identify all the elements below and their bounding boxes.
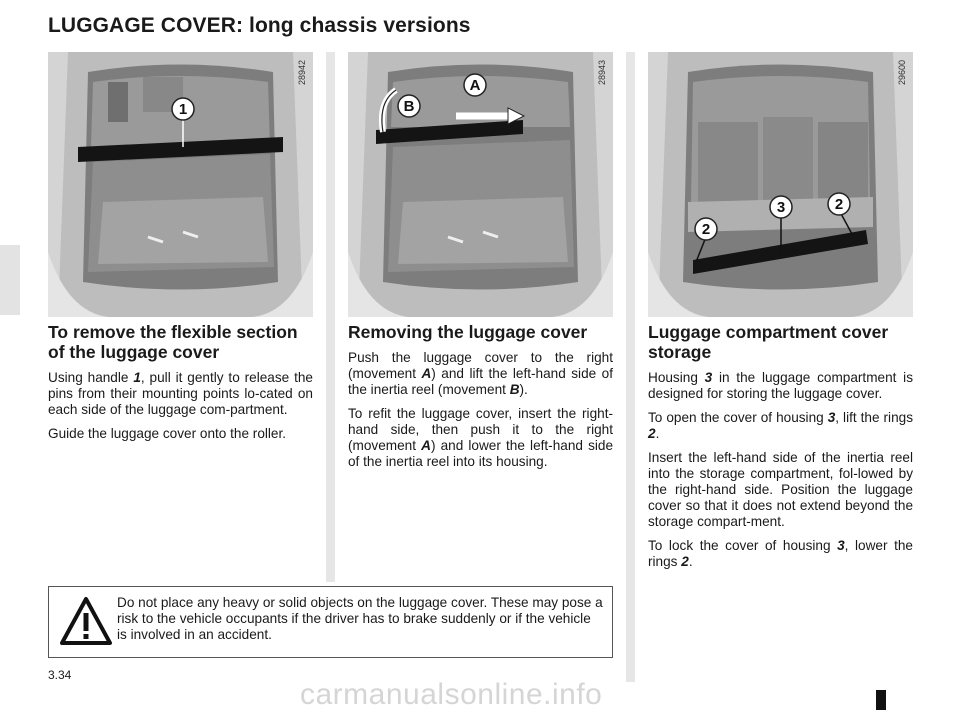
paragraph: To open the cover of housing 3, lift the rings 2. (648, 410, 913, 441)
paragraph: Housing 3 in the luggage compartment is designed for storing the luggage cover. (648, 370, 913, 401)
paragraph: To refit the luggage cover, insert the right-hand side, then push it to the right (movement A) and lower the left-hand side of the inertia reel into its housing. (348, 406, 614, 469)
section-heading: Removing the luggage cover (348, 322, 588, 342)
section-remove-flexible (48, 322, 313, 450)
warning-box (48, 586, 613, 658)
column-separator-1 (326, 52, 335, 582)
paragraph: Push the luggage cover to the right (movement A) and lift the left-hand side of the inertia reel (movement B). (348, 350, 613, 397)
section-removing (348, 322, 613, 478)
corner-mark (876, 690, 886, 710)
page-title: LUGGAGE COVER: long chassis versions (48, 14, 471, 37)
photo-3-label-2-left: 2 (701, 221, 711, 238)
paragraph: Guide the luggage cover onto the roller. (48, 426, 287, 441)
watermark: carmanualsonline.info (300, 678, 603, 711)
column-separator-2 (626, 52, 635, 682)
section-storage (648, 322, 913, 578)
photo-1-label-1: 1 (178, 101, 188, 118)
warning-text: Do not place any heavy or solid objects on the luggage cover. These may pose a risk to the vehicle occupants if the driver has to brake suddenly or if the vehicle is involved in an accident. (117, 595, 603, 642)
photo-3-label-3: 3 (776, 199, 786, 216)
paragraph: Using handle 1, pull it gently to release the pins from their mounting points lo-cated on each side of the luggage com-partment. (48, 370, 313, 417)
paragraph: To lock the cover of housing 3, lower the rings 2. (648, 538, 913, 569)
photo-3-label-2-right: 2 (834, 196, 844, 213)
photo-2-code: 28943 (597, 60, 607, 86)
luggage-photo-1 (48, 52, 313, 317)
photo-2-label-b: B (403, 98, 415, 115)
photo-1-code: 28942 (297, 60, 307, 86)
section-heading: To remove the flexible section of the luggage cover (48, 322, 298, 362)
section-heading: Luggage compartment cover storage (648, 322, 889, 362)
page-number: 3.34 (48, 668, 72, 682)
luggage-photo-3 (648, 52, 913, 317)
luggage-photo-2 (348, 52, 613, 317)
side-tab (0, 245, 20, 315)
photo-2-label-a: A (469, 77, 481, 94)
warning-triangle-icon (59, 595, 113, 649)
photo-3-code: 29600 (897, 60, 907, 86)
paragraph: Insert the left-hand side of the inertia reel into the storage compartment, fol-lowed by the right-hand side. Position the luggage cover so that it does not extend beyond the storage compart-ment. (648, 450, 913, 529)
